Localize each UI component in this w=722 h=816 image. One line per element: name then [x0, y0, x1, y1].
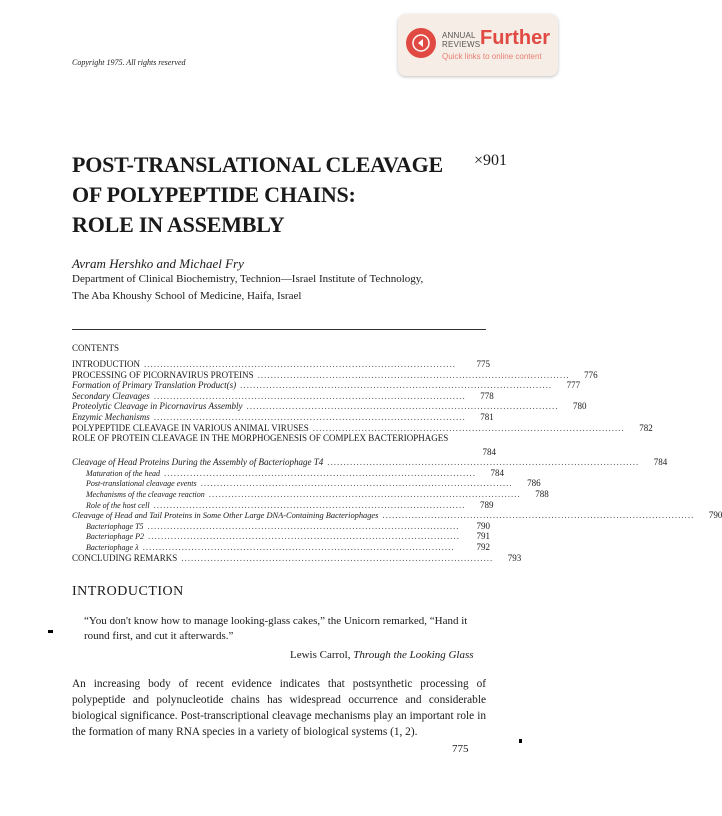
toc-entry[interactable]: Bacteriophage T5 ................................................................................................ 790 — [86, 520, 490, 531]
body-paragraph: An increasing body of recent evidence indicates that postsynthetic processing of polypeptide and polynucleotide chains has widespread occurrence and considerable biological significance. Post-transcriptional cleavage mechanisms play an important role in the formation of many RNA species in a variety of biological systems (1, 2). — [72, 678, 486, 738]
badge-further-label: Further — [480, 27, 550, 49]
scan-speck — [48, 630, 53, 633]
toc-entry[interactable]: Formation of Primary Translation Product(s) ................................................................................................ 777 — [72, 380, 581, 391]
toc-entry[interactable]: Bacteriophage λ ................................................................................................ 792 — [86, 541, 490, 552]
toc-entry[interactable]: Cleavage of Head Proteins During the Assembly of Bacteriophage T4 ................................................................................................ 784 — [72, 457, 668, 468]
copyright-notice: Copyright 1975. All rights reserved — [72, 58, 186, 67]
badge-brand: ANNUAL REVIEWS — [442, 31, 481, 49]
toc-entry[interactable]: PROCESSING OF PICORNAVIRUS PROTEINS ................................................................................................ 776 — [72, 369, 598, 380]
divider — [72, 329, 486, 330]
section-heading: INTRODUCTION — [72, 584, 184, 599]
toc-entry[interactable]: Secondary Cleavages ................................................................................................ 778 — [72, 390, 494, 401]
annual-reviews-further-badge[interactable] — [398, 14, 558, 76]
toc-entry[interactable]: Enzymic Mechanisms ................................................................................................ 781 — [72, 411, 494, 422]
affiliation-line: Department of Clinical Biochemistry, Technion—Israel Institute of Technology, — [72, 273, 424, 285]
toc-entry[interactable]: Cleavage of Head and Tail Proteins in Some Other Large DNA-Containing Bacteriophages ................................................................................................ 790 — [72, 510, 722, 521]
toc-entry[interactable]: Maturation of the head ................................................................................................ 784 — [86, 467, 504, 478]
page-number: 775 — [452, 743, 469, 755]
toc-entry[interactable]: Mechanisms of the cleavage reaction ................................................................................................ 788 — [86, 488, 549, 499]
toc-entry[interactable]: Proteolytic Cleavage in Picornavirus Assembly ................................................................................................ 780 — [72, 401, 587, 412]
badge-subtitle: Quick links to online content — [442, 52, 542, 61]
article-code-number: ×901 — [474, 152, 508, 169]
title-line: ROLE IN ASSEMBLY — [72, 212, 285, 237]
toc-entry[interactable]: Role of the host cell ................................................................................................ 789 — [86, 499, 494, 510]
epigraph-attribution: Lewis Carrol, Through the Looking Glass — [290, 649, 474, 661]
title-line: POST-TRANSLATIONAL CLEAVAGE — [72, 152, 443, 177]
toc-entry[interactable]: Bacteriophage P2 ................................................................................................ 791 — [86, 531, 490, 542]
toc-entry[interactable]: INTRODUCTION ................................................................................................ 775 — [72, 359, 490, 369]
toc-entry[interactable]: Post-translational cleavage events ................................................................................................ 786 — [86, 478, 541, 489]
scan-speck — [519, 739, 522, 743]
toc-entry[interactable]: POLYPEPTIDE CLEAVAGE IN VARIOUS ANIMAL VIRUSES ................................................................................................ 782 — [72, 422, 653, 433]
epigraph-quote: “You don't know how to manage looking-glass cakes,” the Unicorn remarked, “Hand it round first, and cut it afterwards.” — [84, 615, 468, 642]
table-of-contents — [72, 359, 722, 563]
arrow-left-icon — [406, 28, 436, 58]
authors: Avram Hershko and Michael Fry — [72, 256, 244, 271]
affiliation-line: The Aba Khoushy School of Medicine, Haifa, Israel — [72, 290, 302, 302]
toc-entry[interactable]: CONCLUDING REMARKS ................................................................................................ 793 — [72, 552, 522, 563]
article-title — [72, 150, 443, 240]
contents-heading: CONTENTS — [72, 343, 119, 353]
toc-entry[interactable]: ROLE OF PROTEIN CLEAVAGE IN THE MORPHOGENESIS OF COMPLEX BACTERIOPHAGES 784 — [72, 433, 496, 457]
title-line: OF POLYPEPTIDE CHAINS: — [72, 182, 356, 207]
